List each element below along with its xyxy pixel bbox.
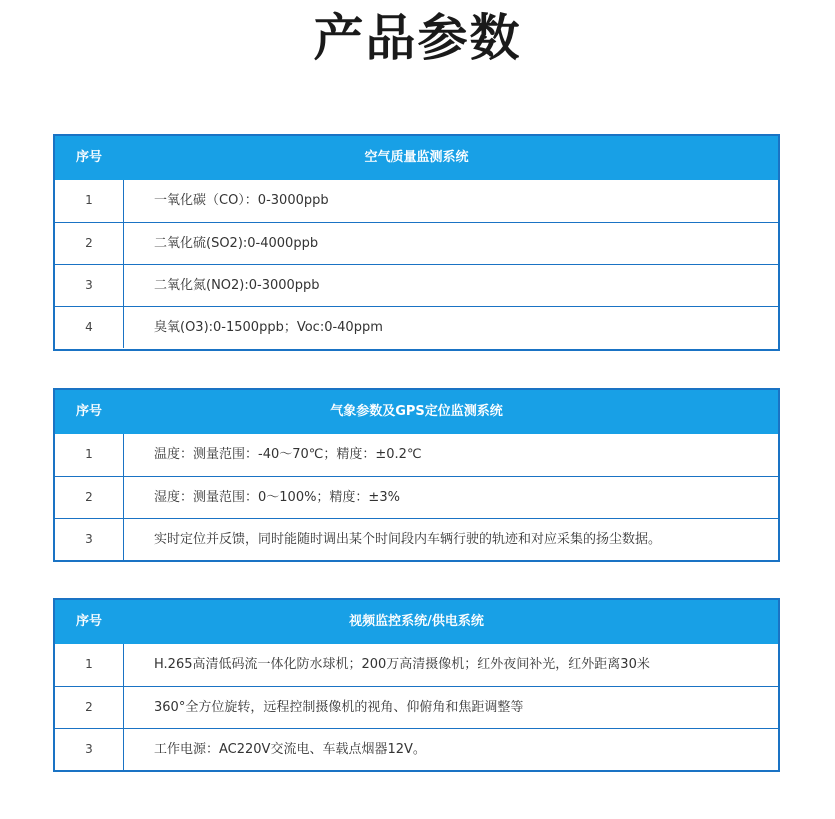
video-power-table	[53, 598, 780, 772]
table-header	[55, 390, 778, 434]
page-title: 产品参数	[313, 9, 522, 67]
row-spec-text: 一氧化碳（CO）：0-3000ppb	[154, 193, 329, 208]
system-name-header: 视频监控系统/供电系统	[349, 614, 484, 629]
table-row	[55, 644, 778, 686]
row-spec-text: 360°全方位旋转，远程控制摄像机的视角、仰俯角和焦距调整等	[154, 700, 524, 715]
table-row	[55, 306, 778, 348]
row-spec-text: 温度：测量范围：-40～70℃；精度：±0.2℃	[154, 447, 422, 462]
index-column-header: 序号	[75, 404, 102, 419]
table-row	[55, 476, 778, 518]
row-spec-text: 工作电源：AC220V交流电、车载点烟器12V。	[154, 742, 426, 757]
index-column-header: 序号	[75, 614, 102, 629]
row-index: 4	[55, 307, 124, 348]
row-index: 1	[55, 434, 124, 476]
row-spec-text: 二氧化氮(NO2):0-3000ppb	[154, 278, 320, 293]
row-index: 1	[55, 180, 124, 222]
table-row	[55, 222, 778, 264]
table-row	[55, 434, 778, 476]
row-index: 2	[55, 477, 124, 518]
table-row	[55, 180, 778, 222]
row-spec-text: 湿度：测量范围：0～100%；精度：±3%	[154, 490, 400, 505]
row-index: 2	[55, 223, 124, 264]
table-header	[55, 136, 778, 180]
row-spec-text: H.265高清低码流一体化防水球机；200万高清摄像机；红外夜间补光，红外距离30米	[154, 657, 650, 672]
row-spec-text: 二氧化硫(SO2):0-4000ppb	[154, 236, 319, 251]
table-header	[55, 600, 778, 644]
row-index: 3	[55, 729, 124, 770]
air-quality-table	[53, 134, 780, 351]
system-name-header: 气象参数及GPS定位监测系统	[330, 404, 503, 419]
table-row	[55, 518, 778, 560]
meteorology-gps-table	[53, 388, 780, 562]
row-index: 3	[55, 265, 124, 306]
row-index: 1	[55, 644, 124, 686]
table-row	[55, 686, 778, 728]
index-column-header: 序号	[75, 150, 102, 165]
row-index: 2	[55, 687, 124, 728]
table-row	[55, 264, 778, 306]
row-index: 3	[55, 519, 124, 560]
row-spec-text: 实时定位并反馈，同时能随时调出某个时间段内车辆行驶的轨迹和对应采集的扬尘数据。	[154, 532, 662, 547]
system-name-header: 空气质量监测系统	[364, 150, 469, 165]
row-spec-text: 臭氧(O3):0-1500ppb；Voc:0-40ppm	[154, 320, 383, 335]
table-row	[55, 728, 778, 770]
